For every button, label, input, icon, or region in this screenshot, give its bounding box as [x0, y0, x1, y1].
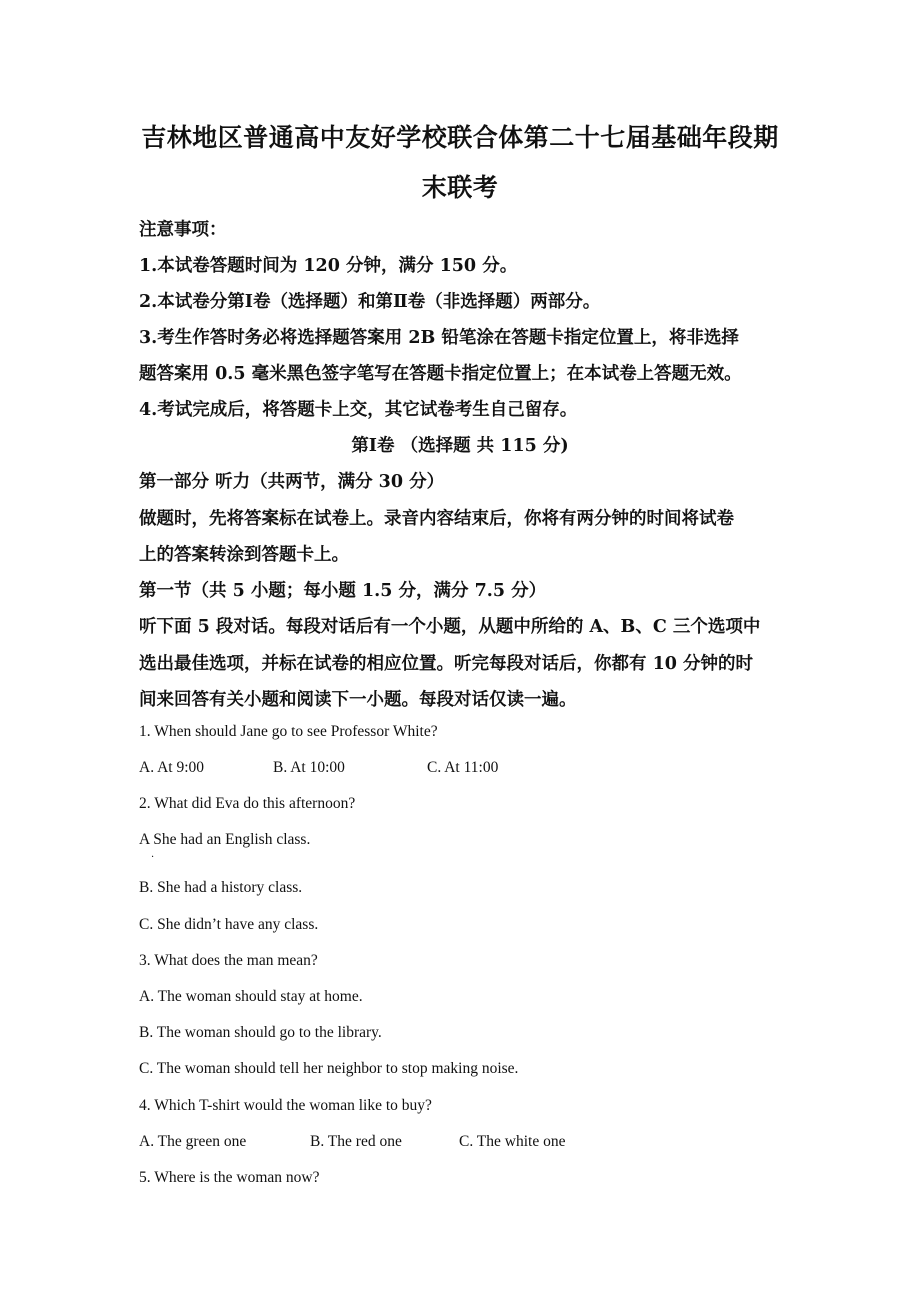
notice-item-3: 3.考生作答时务必将选择题答案用 2B 铅笔涂在答题卡指定位置上，将非选择 [139, 328, 739, 348]
question-3-option-a: A. The woman should stay at home. [139, 988, 363, 1005]
question-2-option-a: A She had an English class. [139, 831, 311, 848]
question-3-stem: 3. What does the man mean? [139, 952, 318, 969]
question-2-option-b: B. She had a history class. [139, 879, 303, 896]
part1-heading: 第一部分 听力（共两节，满分 30 分） [139, 472, 445, 492]
volume-heading: 第Ⅰ卷 （选择题 共 115 分) [351, 436, 569, 456]
question-1-option-b: B. At 10:00 [273, 759, 345, 776]
question-3-option-b: B. The woman should go to the library. [139, 1024, 382, 1041]
section1-instruction-2: 选出最佳选项，并标在试卷的相应位置。听完每段对话后，你都有 10 分钟的时 [139, 654, 754, 674]
question-5-stem: 5. Where is the woman now? [139, 1169, 320, 1186]
question-2-option-c: C. She didn’t have any class. [139, 916, 319, 933]
notice-item-4: 4.考试完成后，将答题卡上交，其它试卷考生自己留存。 [139, 400, 578, 420]
question-1-option-c: C. At 11:00 [427, 759, 499, 776]
question-1-stem: 1. When should Jane go to see Professor White? [139, 723, 438, 740]
notice-item-1: 1.本试卷答题时间为 120 分钟，满分 150 分。 [139, 256, 518, 276]
exam-title-line-1: 吉林地区普通高中友好学校联合体第二十七届基础年段期 [141, 123, 779, 152]
notice-item-2: 2.本试卷分第Ⅰ卷（选择题）和第Ⅱ卷（非选择题）两部分。 [139, 292, 601, 312]
question-1-option-a: A. At 9:00 [139, 759, 205, 776]
exam-title-line-2: 末联考 [421, 173, 499, 202]
question-4-stem: 4. Which T-shirt would the woman like to buy? [139, 1097, 432, 1114]
question-4-option-c: C. The white one [459, 1133, 566, 1150]
question-2-stem: 2. What did Eva do this afternoon? [139, 795, 356, 812]
section1-instruction-1: 听下面 5 段对话。每段对话后有一个小题，从题中所给的 A、B、C 三个选项中 [139, 617, 761, 637]
part1-instruction-1: 做题时，先将答案标在试卷上。录音内容结束后，你将有两分钟的时间将试卷 [139, 509, 734, 529]
notice-heading: 注意事项： [139, 220, 227, 240]
question-4-option-b: B. The red one [310, 1133, 402, 1150]
notice-item-3-cont: 题答案用 0.5 毫米黑色签字笔写在答题卡指定位置上；在本试卷上答题无效。 [139, 364, 742, 384]
question-3-option-c: C. The woman should tell her neighbor to stop making noise. [139, 1060, 519, 1077]
part1-instruction-2: 上的答案转涂到答题卡上。 [139, 545, 349, 565]
section1-instruction-3: 间来回答有关小题和阅读下一小题。每段对话仅读一遍。 [139, 690, 577, 710]
question-4-option-a: A. The green one [139, 1133, 247, 1150]
section1-heading: 第一节（共 5 小题；每小题 1.5 分，满分 7.5 分） [139, 581, 547, 601]
stray-dot-mark: · [151, 852, 155, 863]
